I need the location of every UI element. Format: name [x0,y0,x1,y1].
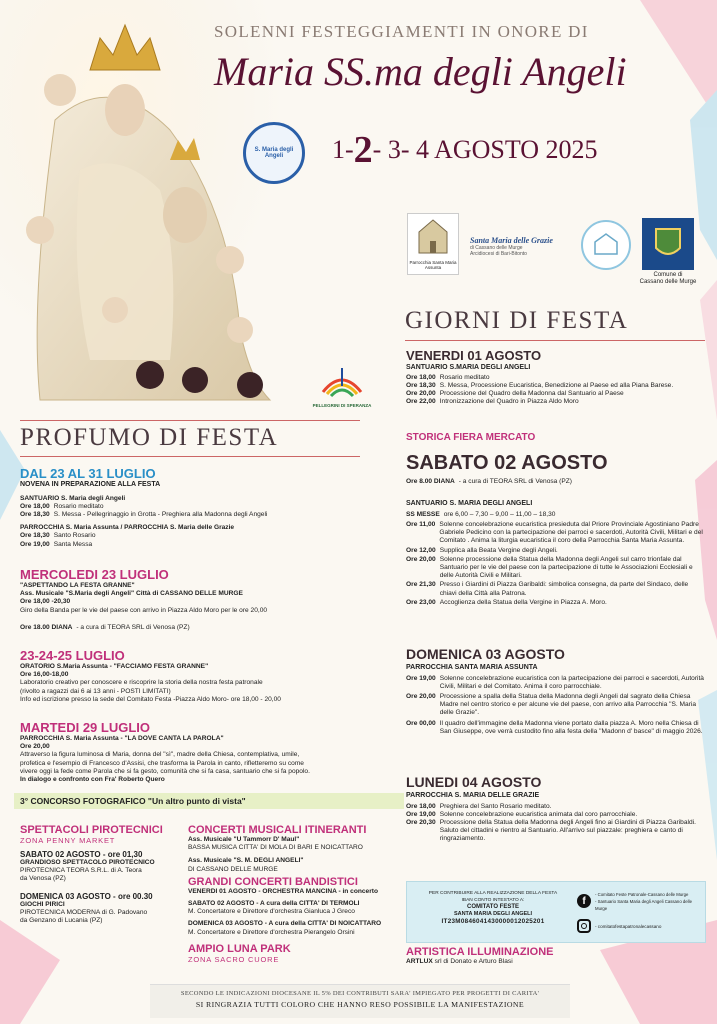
header-subtitle: SOLENNI FESTEGGIAMENTI IN ONORE DI [214,22,589,41]
lab-line5: Info ed iscrizione presso la sede del Comitato Festa -Piazza Aldo Moro- ore 18,00 - 20,00 [20,695,281,703]
instagram-link-row [577,915,705,937]
grazie-logo-name: Santa Maria delle Grazie [470,236,553,245]
donation-line2: IBAN CONTO INTESTATO A: [461,898,525,903]
lab-block [20,648,400,704]
saturday-masses: SS MESSE ore 6,00 – 7,30 – 9,00 – 11,00 – 18,30 [406,510,556,518]
right-section-title: GIORNI DI FESTA [405,307,629,334]
tuesday-line6: In dialogo e confronto con Fra' Roberto Quero [20,776,165,784]
jubilee-caption: PELLEGRINI DI SPERANZA [312,403,372,408]
sunday-place: PARROCCHIA SANTA MARIA ASSUNTA [406,664,538,671]
schedule-row: Ore 23,00 Accoglienza della Statua della Vergine in Piazza A. Moro. [406,598,607,606]
tuesday-line3: Attraverso la figura luminosa di Maria, donna del "sì", madre della Chiesa, contemplativa, umile, [20,751,300,759]
footer-line1: SECONDO LE INDICAZIONI DIOCESANE IL 5% DEI CONTRIBUTI SARA' IMPIEGATO PER PROGETTI DI CARITA' [180,990,540,997]
novena-block [20,466,400,549]
social-links [577,887,705,937]
schedule-row: Ore 18,00 Rosario meditato [20,502,104,510]
municipality-crest [642,218,694,270]
schedule-row: Ore 18,30 Santo Rosario [20,532,96,540]
monday-place: PARROCCHIA S. MARIA DELLE GRAZIE [406,792,540,799]
tuesday-date: MARTEDI 29 LUGLIO [20,720,151,735]
sanctuary-icon [583,222,629,268]
lab-line3: Laboratorio creativo per conoscere e riscoprire la storia della nostra festa patronale [20,679,263,687]
monday-date: LUNEDI 04 AGOSTO [406,774,542,790]
instagram-link[interactable]: - comitatofestapatronalecassano [595,923,662,929]
fireworks-block [20,824,185,925]
saturday-block [406,452,706,607]
schedule-row: Ore 20,00 Processione del Quadro della Madonna dal Santuario al Paese [406,390,624,397]
tuesday-line1: PARROCCHIA S. Maria Assunta - "LA DOVE CANTA LA PAROLA" [20,735,224,742]
wednesday-line3: Ore 18,00 -20,30 [20,598,71,606]
band-3-a: DOMENICA 03 AGOSTO - A cura della CITTA' DI NOICATTARO [188,920,382,928]
tuesday-line4: profetica e l'esempio di Francesco d'Assisi, che trasforma la Parola in canto, rifletteremo su come [20,759,304,767]
saturday-date: SABATO 02 AGOSTO [406,452,608,474]
lab-line2: Ore 16,00-18,00 [20,671,69,679]
fireworks-1-line3: da Venosa (PZ) [20,875,66,883]
luna-park-zone: ZONA SACRO CUORE [188,954,280,964]
page-title: Maria SS.ma degli Angeli [214,49,627,94]
lab-date: 23-24-25 LUGLIO [20,648,125,663]
tuesday-line2: Ore 20,00 [20,743,50,751]
band-3-b: M. Concertatore e Direttore d'orchestra Pierangelo Orsini [188,928,355,936]
schedule-row: Ore 12,00 Supplica alla Beata Vergine degli Angeli. [406,546,558,554]
donation-panel [406,881,706,943]
wednesday-line1: "ASPETTANDO LA FESTA GRANNE" [20,582,135,589]
left-section-title: PROFUMO DI FESTA [20,424,279,451]
parish-logo-caption: Parrocchia Santa Maria Assunta [409,260,457,270]
schedule-row: Ore 20,30 Processione della Statua della Madonna degli Angeli fino ai Giardini di Piazza Garibaldi. Saluto del cittadini e rientro al Santuario. All'arrivo sul piazzale: preghiera e canto di ringraziamento. [406,819,696,843]
church-icon [413,217,453,255]
wednesday-line2: Ass. Musicale "S.Maria degli Angeli" Città di CASSANO DELLE MURGE [20,590,243,598]
friday-block [406,348,706,406]
friday-place: SANTUARIO S.MARIA DEGLI ANGELI [406,364,531,371]
wednesday-line4: Giro della Banda per le vie del paese con arrivo in Piazza Aldo Moro per le ore 20,00 [20,606,268,614]
photo-contest-bar: 3° CONCORSO FOTOGRAFICO "Un altro punto di vista" [14,793,404,809]
donation-line4: SANTA MARIA DEGLI ANGELI [453,911,533,917]
lighting-title: ARTISTICA ILLUMINAZIONE [406,946,554,958]
donation-line3: COMITATO FESTE [467,904,519,910]
fireworks-zone: ZONA PENNY MARKET [20,836,116,845]
grazie-logo [470,236,570,257]
sunday-date: DOMENICA 03 AGOSTO [406,646,565,662]
schedule-row: Ore 11,00 Solenne concelebrazione eucaristica presieduta dal Priore Provinciale Agostiniano Padre Gabriele Pedicino con la partecipazione dei parroci e sacerdoti, Autorità Civili, Militari e del Comitato . Anima la liturgia eucaristica il coro della Parrocchia Santa Maria Assunta. [406,521,703,545]
tuesday-block [20,720,400,784]
schedule-row: Ore 20,00 Processione a spalla della Statua della Madonna degli Angeli dal sagrato della Chiesa Madre nel centro storico e per alcune vie del paese, con arrivo alla Parrocchia "S. Maria delle Grazie". [406,693,697,717]
donation-line1: PER CONTRIBUIRE ALLA REALIZZAZIONE DELLA FESTA [428,891,558,896]
lighting-block [406,946,706,966]
festival-dates [332,128,702,172]
schedule-row: Ore 18,00 Preghiera del Santo Rosario meditato. [406,802,552,810]
schedule-row: Ore 21,30 Presso i Giardini di Piazza Garibaldi: simbolica consegna, da parte del Sindaco, delle chiavi della Città alla Patrona. [406,581,689,597]
tuesday-line5: vivere oggi la fede come Parola che si fa gesto, comunità che si fa casa, santuario che si fa popolo. [20,767,310,775]
concert-1-name: Ass. Musicale "U Tammorr D' Maul" [188,836,300,843]
fireworks-1-line1: GRANDIOSO SPETTACOLO PIROTECNICO [20,859,155,866]
schedule-row: Ore 18,30 S. Messa, Processione Eucaristica, Benedizione al Paese ed alla Piana Barese. [406,381,674,389]
grazie-logo-sub: di Cassano delle Murge [470,245,523,251]
concert-2-name: Ass. Musicale "S. M. DEGLI ANGELI" [188,857,304,865]
band-1: VENERDI 01 AGOSTO - ORCHESTRA MANCINA - in concerto [188,887,379,895]
fireworks-title: SPETTACOLI PIROTECNICI [20,824,163,836]
lighting-brand: ARTLUX [406,958,433,965]
concerts-block [188,824,403,964]
fireworks-2-date: DOMENICA 03 AGOSTO - ore 00.30 [20,891,153,901]
municipality-caption-2: Cassano delle Murge [639,279,697,285]
schedule-row: Ore 22,00 Intronizzazione del Quadro in Piazza Aldo Moro [406,398,579,406]
saturday-place: SANTUARIO S. MARIA DEGLI ANGELI [406,500,533,508]
schedule-row: Ore 19,00 Solenne concelebrazione eucaristica con la partecipazione dei parroci e sacerdoti, Autorità Civili, Militari e del Comitato. Anima il coro parrocchiale. [406,674,704,690]
novena-place-1: SANTUARIO S. Maria degli Angeli [20,494,126,502]
fireworks-1-line2: PIROTECNICA TEORA S.R.L. di A. Teora [20,867,142,875]
fair-label: STORICA FIERA MERCATO [406,432,536,443]
wednesday-block [20,567,400,632]
wednesday-date: MERCOLEDI 23 LUGLIO [20,567,169,582]
facebook-icon[interactable]: f [577,894,591,908]
lab-line1: ORATORIO S.Maria Assunta - "FACCIAMO FESTA GRANNE" [20,663,209,670]
grazie-logo-sub2: Arcidiocesi di Bari-Bitonto [470,251,527,257]
dates-highlight: 2 [353,129,373,171]
fireworks-2-line2: PIROTECNICA MODERNA di G. Padovano [20,908,148,916]
lighting-desc: srl di Donato e Arturo Blasi [434,958,513,965]
schedule-row: Ore 18,00 Rosario meditato [406,373,490,381]
fireworks-2-line3: da Genzano di Lucania (PZ) [20,917,103,925]
friday-rows [406,374,706,407]
dates-rest: - 3- 4 AGOSTO 2025 [372,135,598,164]
novena-subtitle: NOVENA IN PREPARAZIONE ALLA FESTA [20,481,161,488]
crest-icon [653,226,683,262]
jubilee-logo [312,364,372,408]
seal-text: S. Maria degli Angeli [254,147,294,159]
facebook-link-2[interactable]: - Santuario Santa Maria degli Angeli Cassano delle Murge [595,898,692,911]
sunday-block [406,646,706,736]
band-2-b: M. Concertatore e Direttore d'orchestra Gianluca J Greco [188,908,355,916]
wednesday-diana: Ore 18.00 DIANA - a cura di TEORA SRL di Venosa (PZ) [20,623,190,631]
schedule-row: Ore 18,30 S. Messa - Pellegrinaggio in Grotta - Preghiera alla Madonna degli Angeli [20,511,268,518]
band-title: GRANDI CONCERTI BANDISTICI [188,875,358,888]
schedule-row: Ore 00,00 Il quadro dell'immagine della Madonna viene portato dalla piazza A. Moro nella Chiesa di San Giuseppe, ove verrà custodito fino alla festa della "Madonn d' basce" di maggio 2026. [406,719,703,735]
schedule-row: Ore 20,00 Solenne processione della Statua della Madonna degli Angeli sul carro trionfale dal Santuario per le vie del paese con la partecipazione di tutte le Associazioni Ecclesiali e delle Autorità Civili e Militari. [406,555,693,580]
novena-date: DAL 23 AL 31 LUGLIO [20,466,156,481]
municipality-caption [636,272,700,286]
schedule-row: Ore 19,00 Santa Messa [20,540,93,548]
concert-1-desc: BASSA MUSICA CITTA' DI MOLA DI BARI E NOICATTARO [188,844,363,852]
saturday-diana: Ore 8.00 DIANA - a cura di TEORA SRL di Venosa (PZ) [406,478,572,485]
iban-code: IT23M0846041430000012025201 [441,918,545,925]
footer-line2: SI RINGRAZIA TUTTI COLORO CHE HANNO RESO POSSIBILE LA MANIFESTAZIONE [195,1000,525,1009]
dates-part1: 1- [332,135,354,164]
santuario-round-logo [581,220,631,270]
jubilee-icon [319,364,365,398]
instagram-icon[interactable] [577,919,591,933]
fireworks-2-line1: GIOCHI PIRICI [20,900,65,908]
lab-line4: (rivolto a ragazzi dai 6 ai 13 anni - POSTI LIMITATI) [20,687,171,695]
facebook-links [577,887,705,915]
parish-logo [407,213,459,275]
novena-place-2: PARROCCHIA S. Maria Assunta / PARROCCHIA S. Maria delle Grazie [20,524,235,532]
band-2-a: SABATO 02 AGOSTO - A cura della CITTA' DI TERMOLI [188,900,360,908]
sanctuary-seal [243,122,305,184]
monday-block [406,774,706,844]
footer [150,984,570,1018]
luna-park-title: AMPIO LUNA PARK [188,942,291,955]
facebook-link-1[interactable]: - Comitato Feste Patronale-Cassano delle Murge [595,891,689,897]
friday-date: VENERDI 01 AGOSTO [406,348,542,363]
fireworks-1-date: SABATO 02 AGOSTO - ore 01,30 [20,850,143,859]
concerts-title: CONCERTI MUSICALI ITINERANTI [188,824,367,836]
concert-2-desc: DI CASSANO DELLE MURGE [188,865,278,873]
schedule-row: Ore 19,00 Solenne concelebrazione eucaristica animata dal coro parrocchiale. [406,810,638,818]
municipality-caption-1: Comune di [653,272,683,278]
donation-info [409,890,577,925]
